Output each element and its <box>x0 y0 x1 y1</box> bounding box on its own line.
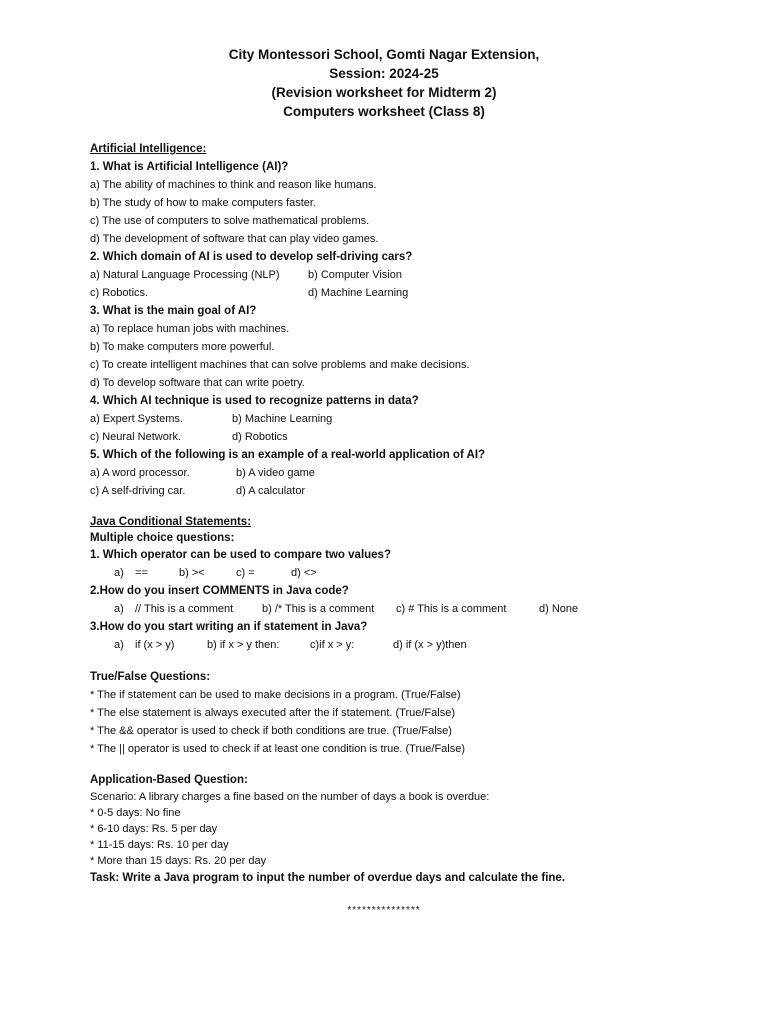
worksheet-title: Computers worksheet (Class 8) <box>283 104 485 119</box>
ai-question-4: 4. Which AI technique is used to recognize patterns in data? <box>90 395 419 407</box>
ai-q2-row-1 <box>90 266 750 284</box>
java-q3-option-d: d) if (x > y)then <box>393 639 467 652</box>
app-task: Task: Write a Java program to input the number of overdue days and calculate the fine. <box>90 871 566 884</box>
ai-question-3: 3. What is the main goal of AI? <box>90 305 257 317</box>
java-q2-option-a-marker: a) <box>114 603 124 616</box>
ai-q2-option-d: d) Machine Learning <box>308 287 409 299</box>
java-q1-option-a-marker: a) <box>114 567 124 580</box>
worksheet-header <box>0 45 768 121</box>
ai-q2-option-c: c) Robotics. <box>90 287 149 299</box>
java-question-1: 1. Which operator can be used to compare two values? <box>90 549 391 562</box>
java-q1-option-c: c) = <box>236 567 255 580</box>
ai-q3-option-a: a) To replace human jobs with machines. <box>90 323 290 335</box>
tf-statement-1: * The if statement can be used to make decisions in a program. (True/False) <box>90 689 461 702</box>
java-mcq-heading: Multiple choice questions: <box>90 532 235 545</box>
ai-q5-row-1 <box>90 464 750 482</box>
section-spacer <box>90 500 750 514</box>
ai-q4-option-b: b) Machine Learning <box>232 413 333 425</box>
java-q1-option-a: == <box>135 567 148 580</box>
java-q3-options <box>90 636 750 654</box>
java-section-heading: Java Conditional Statements: <box>90 516 252 528</box>
ai-q2-row-2 <box>90 284 750 302</box>
worksheet-purpose: (Revision worksheet for Midterm 2) <box>271 85 497 100</box>
ai-q1-option-a: a) The ability of machines to think and reason like humans. <box>90 179 377 191</box>
ai-q1-option-c: c) The use of computers to solve mathematical problems. <box>90 215 370 227</box>
tf-statement-3: * The && operator is used to check if both conditions are true. (True/False) <box>90 725 452 738</box>
java-q2-option-c: c) # This is a comment <box>396 603 507 616</box>
ai-q2-option-a: a) Natural Language Processing (NLP) <box>90 269 280 281</box>
footer-stars: *************** <box>347 905 421 916</box>
ai-q5-option-b: b) A video game <box>236 467 315 479</box>
ai-q1-option-d: d) The development of software that can play video games. <box>90 233 379 245</box>
ai-q5-row-2 <box>90 482 750 500</box>
tf-statement-2: * The else statement is always executed after the if statement. (True/False) <box>90 707 455 720</box>
tf-section-heading: True/False Questions: <box>90 671 211 684</box>
ai-q4-option-d: d) Robotics <box>232 431 288 443</box>
ai-section-heading: Artificial Intelligence: <box>90 143 207 155</box>
java-q3-option-a-marker: a) <box>114 639 124 652</box>
app-rule-1: * 0-5 days: No fine <box>90 806 181 819</box>
ai-q4-row-2 <box>90 428 750 446</box>
app-rule-3: * 11-15 days: Rs. 10 per day <box>90 839 229 852</box>
ai-q5-option-a: a) A word processor. <box>90 467 190 479</box>
tf-statement-4: * The || operator is used to check if at least one condition is true. (True/False) <box>90 743 466 756</box>
section-spacer <box>90 654 750 668</box>
ai-q4-row-1 <box>90 410 750 428</box>
ai-q5-option-d: d) A calculator <box>236 485 306 497</box>
ai-q4-option-a: a) Expert Systems. <box>90 413 183 425</box>
app-section-heading: Application-Based Question: <box>90 774 248 787</box>
app-rule-2: * 6-10 days: Rs. 5 per day <box>90 822 218 835</box>
worksheet-body <box>90 140 750 886</box>
session: Session: 2024-25 <box>329 66 439 81</box>
java-q3-option-b: b) if x > y then: <box>207 639 280 652</box>
java-q2-option-a: // This is a comment <box>135 603 234 616</box>
java-q2-option-d: d) None <box>539 603 579 616</box>
section-spacer <box>90 758 750 772</box>
ai-question-2: 2. Which domain of AI is used to develop self-driving cars? <box>90 251 413 263</box>
app-scenario: Scenario: A library charges a fine based on the number of days a book is overdue: <box>90 790 490 803</box>
ai-question-1: 1. What is Artificial Intelligence (AI)? <box>90 161 289 173</box>
app-rule-4: * More than 15 days: Rs. 20 per day <box>90 855 267 868</box>
ai-q3-option-d: d) To develop software that can write poetry. <box>90 377 305 389</box>
java-q2-option-b: b) /* This is a comment <box>262 603 375 616</box>
java-q1-option-d: d) <> <box>291 567 317 580</box>
school-name: City Montessori School, Gomti Nagar Extension, <box>228 47 540 62</box>
java-q1-option-b: b) >< <box>179 567 205 580</box>
ai-q4-option-c: c) Neural Network. <box>90 431 182 443</box>
ai-q2-option-b: b) Computer Vision <box>308 269 402 281</box>
ai-q3-option-b: b) To make computers more powerful. <box>90 341 275 353</box>
java-q3-option-c: c)if x > y: <box>310 639 355 652</box>
ai-question-5: 5. Which of the following is an example of a real-world application of AI? <box>90 449 486 461</box>
java-question-3: 3.How do you start writing an if statement in Java? <box>90 621 368 634</box>
ai-q1-option-b: b) The study of how to make computers faster. <box>90 197 317 209</box>
java-q1-options <box>90 564 750 582</box>
java-question-2: 2.How do you insert COMMENTS in Java code? <box>90 585 349 598</box>
java-q2-options <box>90 600 750 618</box>
ai-q3-option-c: c) To create intelligent machines that can solve problems and make decisions. <box>90 359 470 371</box>
java-q3-option-a: if (x > y) <box>135 639 175 652</box>
ai-q5-option-c: c) A self-driving car. <box>90 485 186 497</box>
